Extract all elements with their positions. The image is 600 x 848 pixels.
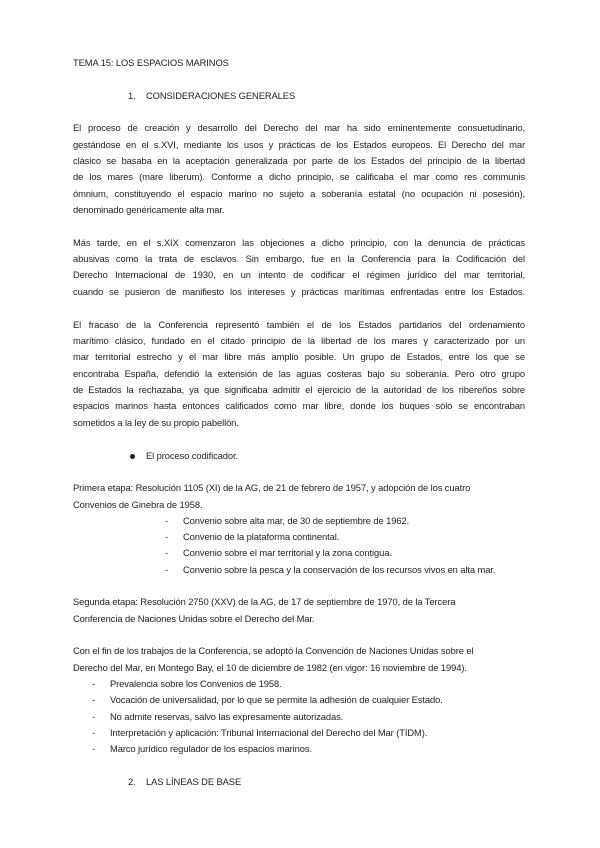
para3-line: El fracaso de la Conferencia representó también el de los Estados partidarios del ordenamiento	[73, 319, 525, 330]
para1-line: ómnium, constituyendo el espacio marino no sujeto a soberanía estatal (no ocupación ni posesión),	[73, 188, 525, 199]
section-2-heading: LAS LÍNEAS DE BASE	[146, 776, 242, 787]
para3-line: encontraba España, defendió la extensión de las aguas costeras bajo su soberanía. Pero otro grupo	[73, 368, 525, 379]
convenio-item: - Convenio sobre el mar territorial y la zona contigua.	[183, 547, 392, 559]
para2-line: Derecho Internacional de 1930, en un intento de codificar el régimen jurídico del mar territorial,	[73, 269, 525, 280]
para1-line: gestándose en el s.XVI, mediante los usos y prácticas de los Estados europeos. El Derecho del mar	[73, 139, 525, 150]
convenio-item: - Convenio sobre alta mar, de 30 de septiembre de 1962.	[183, 515, 409, 527]
para2-line: cuando se pusieron de manifiesto los intereses y prácticas marítimas enfrentadas entre los Estados.	[73, 286, 525, 297]
section-2-number: 2.	[128, 776, 136, 787]
para2-line: abusivas como la trata de esclavos. Sin embargo, fue en la Conferencia para la Codificación del	[73, 253, 525, 264]
bullet-proceso-codificador: El proceso codificador.	[146, 450, 239, 461]
para4-line: Derecho del Mar, en Montego Bay, el 10 de diciembre de 1982 (en vigor: 16 noviembre de 1994).	[73, 662, 467, 673]
para1-line: de los mares (mare liberum). Conforme a dicho principio, se calificaba el mar como res communis	[73, 171, 525, 182]
convenio-item: - Convenio sobre la pesca y la conservación de los recursos vivos en alta mar.	[183, 564, 495, 576]
para2-line: Más tarde, en el s.XIX comenzaron las objeciones a dicho principio, con la denuncia de prácticas	[73, 237, 525, 248]
etapa1-line: Convenios de Ginebra de 1958.	[73, 499, 203, 510]
para3-line: espacios marinos hasta entonces calificados como mar libre, donde los buques sólo se encontraban	[73, 400, 525, 411]
para3-line: de Estados la rechazaba, ya que significaba admitir el ejercicio de la autoridad de los ribereños sobre	[73, 384, 525, 395]
para1-line: El proceso de creación y desarrollo del Derecho del mar ha sido eminentemente consuetudinario,	[73, 122, 525, 133]
convencion-item: - Marco jurídico regulador de los espacios marinos.	[110, 743, 312, 755]
para4-line: Con el fin de los trabajos de la Conferencia, se adoptó la Convención de Naciones Unidas sobre el	[73, 645, 474, 656]
convencion-item: - No admite reservas, salvo las expresamente autorizadas.	[110, 711, 343, 723]
para3-line: mar territorial estrecho y el mar libre más amplio posible. Un grupo de Estados, entre los que se	[73, 351, 525, 362]
section-1-heading: CONSIDERACIONES GENERALES	[146, 90, 296, 101]
etapa2-line: Conferencia de Naciones Unidas sobre el Derecho del Mar.	[73, 613, 315, 624]
etapa1-line: Primera etapa: Resolución 1105 (XI) de la AG, de 21 de febrero de 1957, y adopción de los cuatro	[73, 482, 471, 493]
para1-line: clásico se basaba en la aceptación generalizada por parte de los Estados del principio de la libertad	[73, 155, 525, 166]
convencion-item: - Interpretación y aplicación: Tribunal Internacional del Derecho del Mar (TIDM).	[110, 727, 427, 739]
para3-line: marítimo clásico, fundado en el citado principio de la libertad de los mares y caracterizado por un	[73, 335, 525, 346]
page-title: TEMA 15: LOS ESPACIOS MARINOS	[73, 57, 229, 68]
convencion-item: - Vocación de universalidad, por lo que se permite la adhesión de cualquier Estado.	[110, 694, 443, 706]
etapa2-line: Segunda etapa: Resolución 2750 (XXV) de la AG, de 17 de septiembre de 1970, de la Tercera	[73, 596, 456, 607]
section-1-number: 1.	[128, 90, 136, 101]
convenio-item: - Convenio de la plataforma continental.	[183, 531, 339, 543]
para1-line: denominado genéricamente alta mar.	[73, 204, 225, 215]
convencion-item: - Prevalencia sobre los Convenios de 1958.	[110, 678, 282, 690]
para3-line: sometidos a la ley de su propio pabellón.	[73, 417, 239, 428]
